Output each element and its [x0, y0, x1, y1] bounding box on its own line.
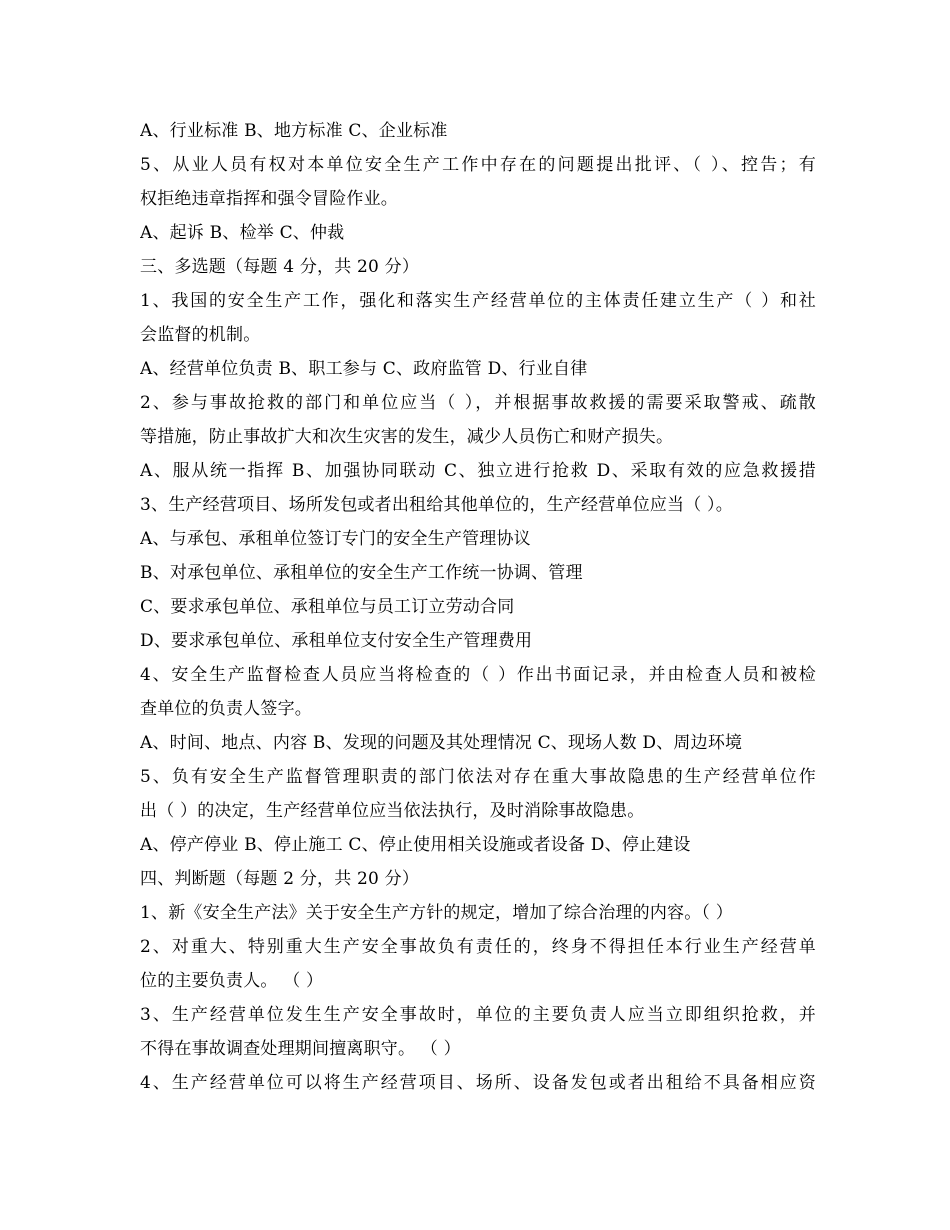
option-line: A、起诉 B、检举 C、仲裁 — [140, 223, 345, 243]
question-line: 4、安全生产监督检查人员应当将检查的（ ）作出书面记录，并由检查人员和被检 — [140, 665, 816, 685]
option-line: D、要求承包单位、承租单位支付安全生产管理费用 — [140, 631, 533, 651]
option-line: A、与承包、承租单位签订专门的安全生产管理协议 — [140, 529, 531, 549]
question-line-continued: 权拒绝违章指挥和强令冒险作业。 — [140, 189, 398, 209]
section-heading-multiple-choice: 三、多选题（每题 4 分，共 20 分） — [140, 257, 420, 277]
question-line: 2、对重大、特别重大生产安全事故负有责任的，终身不得担任本行业生产经营单 — [140, 937, 816, 957]
question-line-continued: 查单位的负责人签字。 — [140, 699, 312, 719]
question-line: 5、从业人员有权对本单位安全生产工作中存在的问题提出批评、（ ）、控告；有 — [140, 155, 816, 175]
question-line: 1、我国的安全生产工作，强化和落实生产经营单位的主体责任建立生产（ ）和社 — [140, 291, 816, 311]
question-line-continued: 会监督的机制。 — [140, 325, 261, 345]
question-line: 4、生产经营单位可以将生产经营项目、场所、设备发包或者出租给不具备相应资 — [140, 1073, 816, 1093]
question-line-continued: 不得在事故调查处理期间擅离职守。 （ ） — [140, 1039, 461, 1059]
question-line: 3、生产经营单位发生生产安全事故时，单位的主要负责人应当立即组织抢救，并 — [140, 1005, 816, 1025]
option-line: A、服从统一指挥 B、加强协同联动 C、独立进行抢救 D、采取有效的应急救援措 — [140, 461, 816, 481]
option-line: A、经营单位负责 B、职工参与 C、政府监管 D、行业自律 — [140, 359, 588, 379]
question-line: 2、参与事故抢救的部门和单位应当（ ），并根据事故救援的需要采取警戒、疏散 — [140, 393, 816, 413]
question-line: 5、负有安全生产监督管理职责的部门依法对存在重大事故隐患的生产经营单位作 — [140, 767, 816, 787]
question-line-continued: 等措施，防止事故扩大和次生灾害的发生，减少人员伤亡和财产损失。 — [140, 427, 674, 447]
question-line-continued: 出（ ）的决定，生产经营单位应当依法执行，及时消除事故隐患。 — [140, 801, 645, 821]
question-line-continued: 位的主要负责人。 （ ） — [140, 971, 324, 991]
question-line: 1、新《安全生产法》关于安全生产方针的规定，增加了综合治理的内容。（ ） — [140, 903, 733, 923]
option-line: C、要求承包单位、承租单位与员工订立劳动合同 — [140, 597, 515, 617]
option-line: B、对承包单位、承租单位的安全生产工作统一协调、管理 — [140, 563, 583, 583]
section-heading-true-false: 四、判断题（每题 2 分，共 20 分） — [140, 869, 420, 889]
option-line: A、时间、地点、内容 B、发现的问题及其处理情况 C、现场人数 D、周边环境 — [140, 733, 743, 753]
document-body — [140, 114, 816, 1100]
question-line: 3、生产经营项目、场所发包或者出租给其他单位的，生产经营单位应当（ ）。 — [140, 495, 733, 515]
option-line: A、行业标准 B、地方标准 C、企业标准 — [140, 121, 448, 141]
option-line: A、停产停业 B、停止施工 C、停止使用相关设施或者设备 D、停止建设 — [140, 835, 691, 855]
